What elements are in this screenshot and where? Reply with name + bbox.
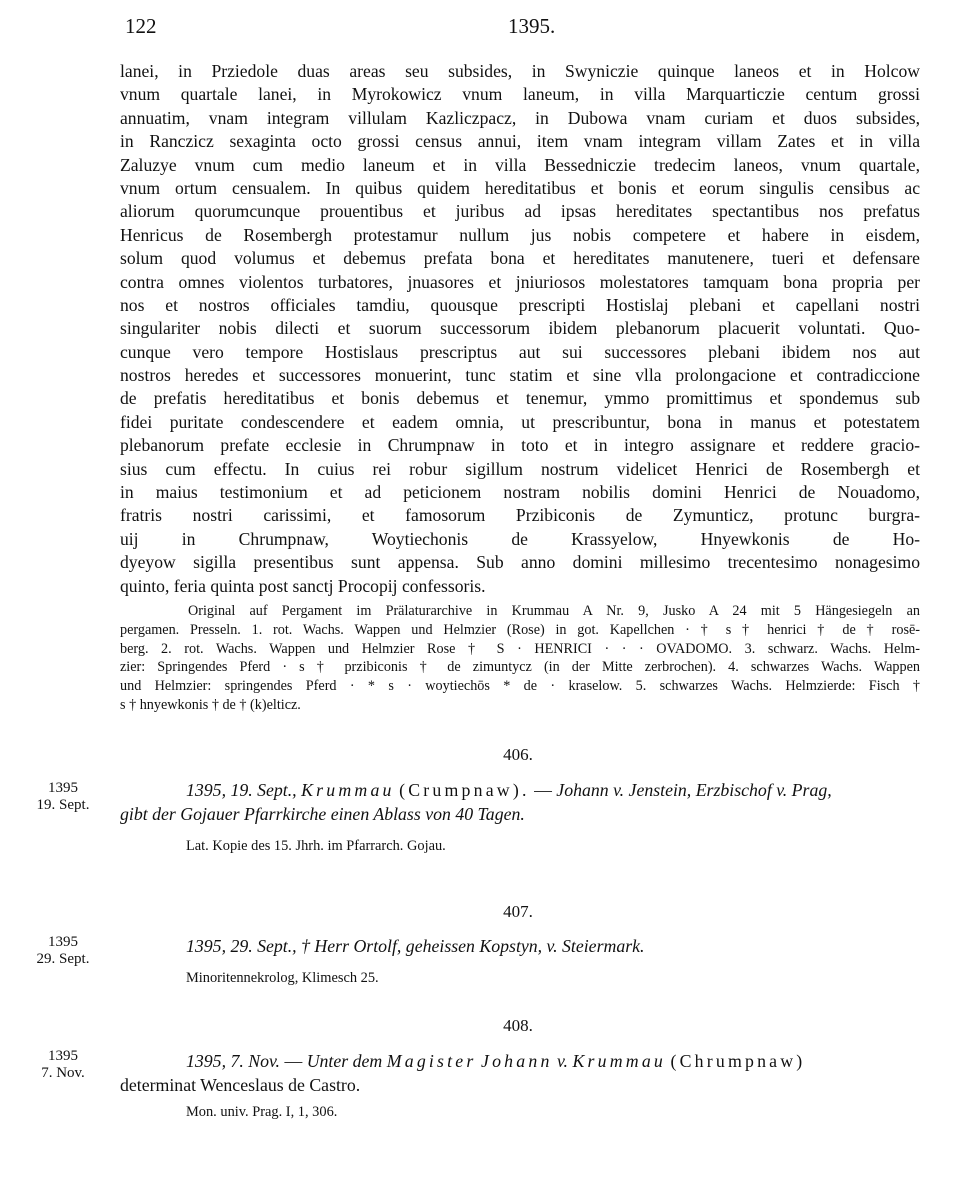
margin-year: 1395 — [48, 780, 78, 796]
text-line: dyeyow sigilla presentibus sunt appensa. Sub anno domini millesimo trecentesimo nonagesimo — [120, 552, 920, 573]
charter-source-note — [120, 602, 920, 715]
note-line: berg. 2. rot. Wachs. Wappen und Helmzier Rose † S · HENRICI · · · OVADOMO. 3. schwarz. Wachs. Helm- — [120, 640, 920, 657]
text-line: annuatim, vnam integram villulam Kazliczpacz, in Dubowa vnam curiam et duos subsides, — [120, 107, 920, 128]
regest-line-1: 1395, 7. Nov. — Unter dem Magister Johann v. Krummau (Chrumpnaw) — [186, 1051, 806, 1071]
source-note-406: Lat. Kopie des 15. Jhrh. im Pfarrarch. Gojau. — [186, 838, 446, 854]
margin-year: 1395 — [48, 934, 78, 950]
entry-number-407: 407. — [503, 902, 533, 921]
text-line: in Ranczicz sexaginta octo grossi census annui, item vnam integram villam Zates et in villa — [120, 131, 920, 152]
regest-line-2: determinat Wenceslaus de Castro. — [120, 1075, 361, 1095]
note-line: zier: Springendes Pferd · s † przibiconis † de zimuntycz (in der Mitte zerbrochen). 4. schwarzes Wachs. Wappen — [120, 659, 920, 676]
margin-year: 1395 — [48, 1048, 78, 1064]
place-name: Krummau — [301, 780, 395, 800]
note-line: pergamen. Presseln. 1. rot. Wachs. Wappen und Helmzier (Rose) in got. Kapellchen · † s † henrici † de † rosē- — [120, 621, 920, 638]
entry-number-406: 406. — [503, 745, 533, 764]
margin-date-408 — [18, 1048, 108, 1082]
margin-day: 7. Nov. — [41, 1065, 85, 1081]
text-line: sius cum effectu. In cuius rei robur sigillum nostrum videlicet Henrici de Rosembergh et — [120, 458, 920, 479]
text-line: uij in Chrumpnaw, Woytiechonis de Krassyelow, Hnyewkonis de Ho- — [120, 528, 920, 549]
place-name: Krummau — [572, 1051, 667, 1071]
text-line: Zaluzye vnum cum medio laneum et in villa Bessedniczie tredecim laneos, vnum quartale, — [120, 154, 920, 175]
place-alt: (Crumpnaw). — [399, 780, 530, 800]
text-line: Henricus de Rosembergh protestamur nullum jus nobis competere et habere in eisdem, — [120, 224, 920, 245]
charter-text — [120, 60, 920, 598]
text-line: de prefatis hereditatibus et bonis debemus et tenemur, ymmo promittimus et spondemus sub — [120, 388, 920, 409]
margin-date-407 — [18, 934, 108, 968]
note-line: s † hnyewkonis † de † (k)elticz. — [120, 696, 301, 713]
text-line: nos et nostros officiales tamdiu, quousque prescripti Hostislaj plebani et capellani nostri — [120, 294, 920, 315]
note-line: und Helmzier: springendes Pferd · * s · woytiechōs * de · kraselow. 5. schwarzes Wachs. Helmzierde: Fisch † — [120, 678, 920, 695]
text-line: lanei, in Prziedole duas areas seu subsides, in Swyniczie quinque laneos et in Holcow — [120, 61, 920, 81]
text-line: contra omnes violentos turbatores, jnuasores et jniuriosos molestatores tamquam bona propria per — [120, 271, 920, 292]
text-line: solum quod volumus et debemus prefata bona et hereditates manutenere, tueri et defensare — [120, 248, 920, 269]
margin-date-406 — [18, 780, 108, 814]
text-line: vnum ortum censualem. In quibus quidem hereditatibus et bonis et eorum singulis censibus ac — [120, 177, 920, 198]
regest-line-1: 1395, 19. Sept., Krummau (Crumpnaw). — Johann v. Jenstein, Erzbischof v. Prag, — [186, 780, 832, 800]
text-line: nostros heredes et successores monuerint, tunc statim et sine vlla prolongacione et contradiccione — [120, 365, 920, 386]
text-line: fratris nostri carissimi, et famosorum Przibiconis de Zymunticz, protunc burgra- — [120, 505, 920, 526]
note-line: Original auf Pergament im Prälaturarchive in Krummau A Nr. 9, Jusko A 24 mit 5 Hängesiegeln an — [188, 603, 920, 619]
margin-day: 19. Sept. — [36, 797, 90, 813]
text-line: cunque vero tempore Hostislaus prescriptus aut sui successores plebani ibidem nos aut — [120, 341, 920, 362]
text-line: vnum quartale lanei, in Myrokowicz vnum laneum, in villa Marquarticzie centum grossi — [120, 84, 920, 105]
text-line: plebanorum prefate ecclesie in Chrumpnaw in toto et in integro assignare et reddere gracio- — [120, 435, 920, 456]
entry-number-408: 408. — [503, 1016, 533, 1035]
running-head-year: 1395. — [508, 14, 556, 38]
margin-day: 29. Sept. — [36, 951, 90, 967]
regest-line-1: 1395, 29. Sept., † Herr Ortolf, geheissen Kopstyn, v. Steiermark. — [186, 936, 645, 956]
source-note-408: Mon. univ. Prag. I, 1, 306. — [186, 1104, 338, 1120]
source-note-407: Minoritennekrolog, Klimesch 25. — [186, 970, 379, 986]
text-line: singulariter nobis dilecti et suorum successorum ibidem plebanorum placuerit voluntati. Quo- — [120, 318, 920, 339]
text-line: quinto, feria quinta post sanctj Procopij confessoris. — [120, 575, 486, 596]
page-number: 122 — [125, 14, 157, 38]
text-line: fidei puritate condescendere et eadem omnia, ut prescribuntur, bona in manus et potestatem — [120, 411, 920, 432]
text-line: in maius testimonium et ad peticionem nostram nobilis domini Henrici de Nouadomo, — [120, 482, 920, 503]
regest-line-2: gibt der Gojauer Pfarrkirche einen Ablass von 40 Tagen. — [120, 804, 525, 824]
place-alt: (Chrumpnaw) — [670, 1051, 806, 1071]
text-line: aliorum quorumcunque prouentibus et juribus ad ipsas hereditates spectantibus nos prefatus — [120, 201, 920, 222]
